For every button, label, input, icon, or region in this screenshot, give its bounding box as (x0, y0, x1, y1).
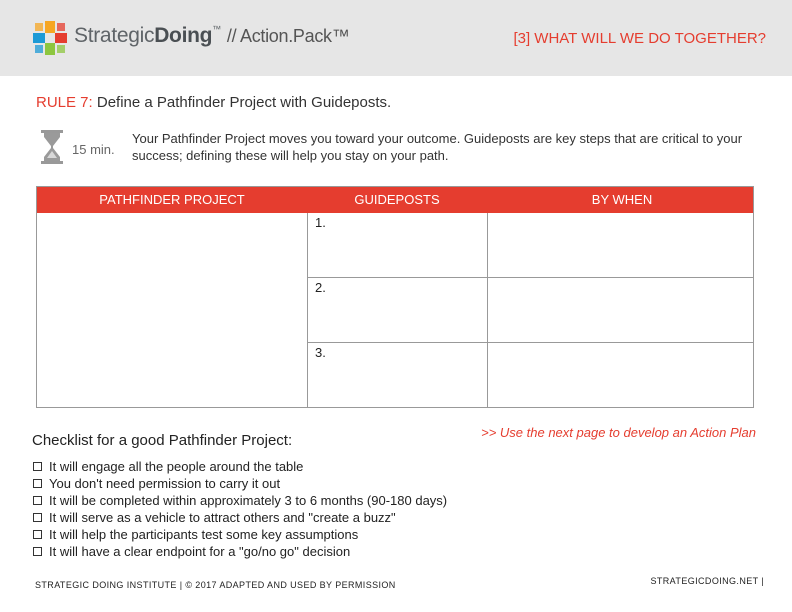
timer-duration: 15 min. (72, 142, 115, 157)
checklist-item-text: It will engage all the people around the table (49, 459, 304, 474)
checklist (33, 458, 447, 560)
guidepost-number: 1. (315, 215, 326, 230)
brand-bold: Doing (154, 24, 213, 47)
header-pathfinder-project: PATHFINDER PROJECT (99, 192, 245, 207)
checklist-item-text: It will serve as a vehicle to attract others and "create a buzz" (49, 510, 396, 525)
brand-title (74, 24, 349, 48)
hourglass-icon (40, 130, 64, 164)
checkbox[interactable] (33, 513, 42, 522)
checkbox[interactable] (33, 479, 42, 488)
checkbox[interactable] (33, 496, 42, 505)
intro-text: Your Pathfinder Project moves you toward your outcome. Guideposts are key steps that are critical to your success; defining these will help you stay on your path. (132, 131, 743, 163)
list-item (33, 458, 447, 475)
pathfinder-table (36, 186, 754, 408)
guidepost-number: 3. (315, 345, 326, 360)
product-name: // Action.Pack™ (226, 26, 350, 46)
column-divider (307, 213, 308, 407)
list-item (33, 475, 447, 492)
checklist-item-text: It will have a clear endpoint for a "go/no go" decision (49, 544, 351, 559)
checklist-item-text: It will help the participants test some key assumptions (49, 527, 359, 542)
table-header-row (37, 187, 753, 213)
checkbox[interactable] (33, 530, 42, 539)
header-by-when: BY WHEN (591, 192, 653, 207)
brand-regular: Strategic (74, 24, 155, 47)
rule-heading (36, 94, 391, 111)
checklist-item-text: It will be completed within approximately 3 to 6 months (90-180 days) (49, 493, 448, 508)
list-item (33, 509, 447, 526)
rule-text: Define a Pathfinder Project with Guideposts. (96, 94, 392, 111)
row-divider (307, 342, 753, 343)
guidepost-number: 2. (315, 280, 326, 295)
list-item (33, 492, 447, 509)
checkbox[interactable] (33, 462, 42, 471)
checkbox[interactable] (33, 547, 42, 556)
footer-website: STRATEGICDOING.NET | (650, 576, 764, 586)
next-page-hint: >> Use the next page to develop an Action Plan (481, 425, 756, 440)
checklist-title: Checklist for a good Pathfinder Project: (32, 432, 293, 449)
footer-copyright: STRATEGIC DOING INSTITUTE | © 2017 ADAPTED AND USED BY PERMISSION (35, 580, 396, 590)
section-title: [3] WHAT WILL WE DO TOGETHER? (513, 30, 766, 47)
header-guideposts: GUIDEPOSTS (354, 192, 440, 207)
list-item (33, 543, 447, 560)
row-divider (307, 277, 753, 278)
header-bar (0, 0, 792, 76)
column-divider (487, 213, 488, 407)
strategic-doing-logo-icon (32, 20, 68, 56)
checklist-item-text: You don't need permission to carry it out (49, 476, 281, 491)
rule-label: RULE 7: (36, 94, 93, 111)
list-item (33, 526, 447, 543)
brand-trademark: ™ (212, 24, 221, 34)
